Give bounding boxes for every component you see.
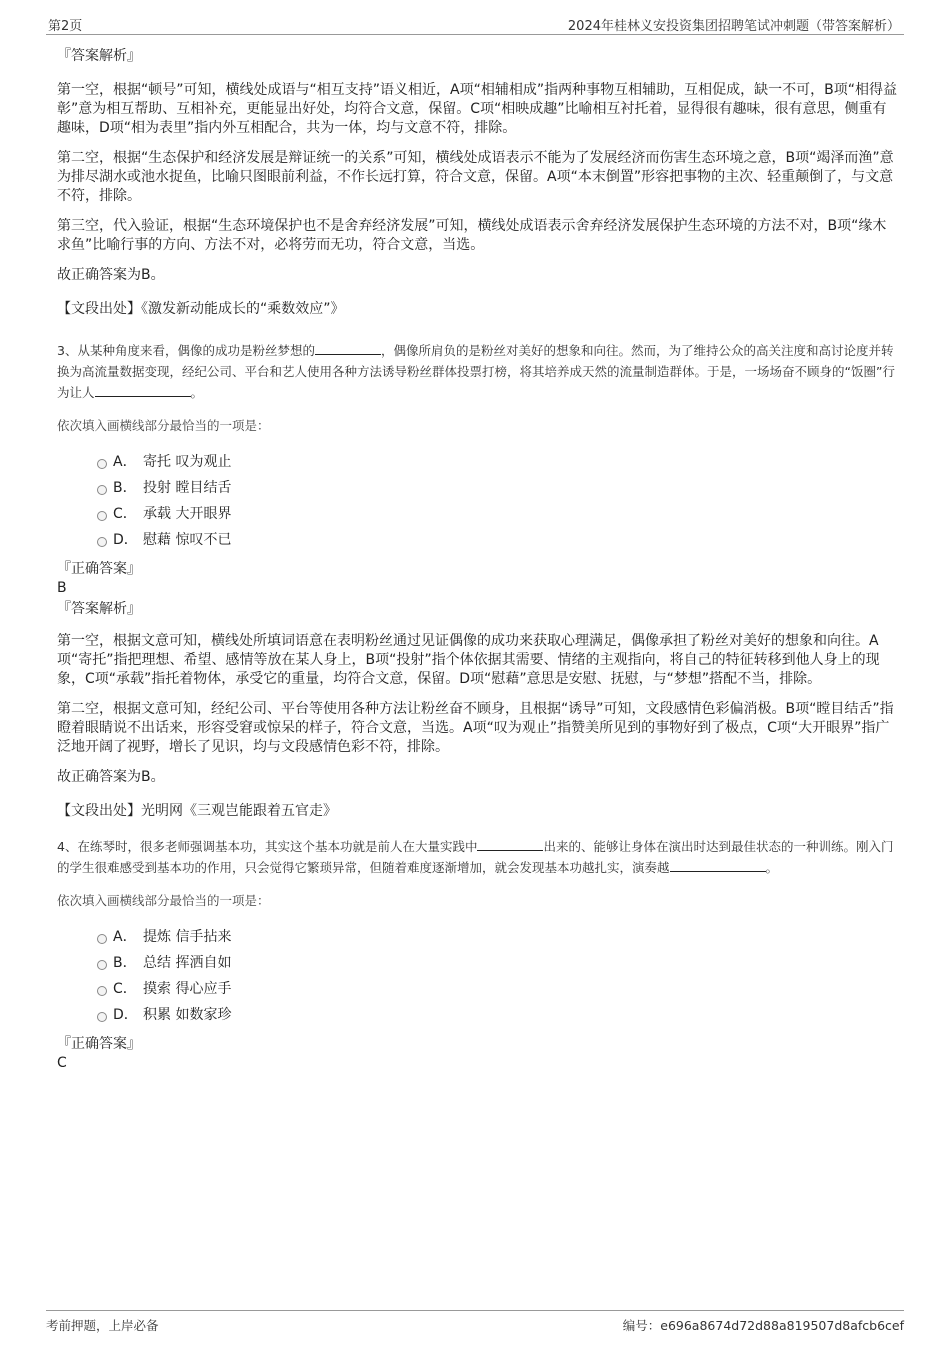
document-title: 2024年桂林义安投资集团招聘笔试冲刺题（带答案解析） bbox=[567, 19, 900, 34]
radio-icon[interactable] bbox=[97, 986, 107, 996]
radio-icon[interactable] bbox=[97, 459, 107, 469]
page-footer bbox=[46, 1310, 904, 1335]
correct-answer: C bbox=[57, 1055, 67, 1071]
radio-icon[interactable] bbox=[97, 960, 107, 970]
option-d[interactable]: D． 慰藉 惊叹不已 bbox=[57, 527, 897, 553]
q3-analysis-paragraph-1: 第一空，根据文意可知，横线处所填词语意在表明粉丝通过见证偶像的成功来获取心理满足，偶像承担了粉丝对美好的想象和向往。A项“寄托”指把理想、希望、感情等放在某人身上，B项“投射”指个体依据其需要、情绪的主观指向，将自己的特征转移到他人身上的现象，C项“承载”指托着物体，承受它的重量，均符合文意，保留。D项“慰藉”意思是安慰、抚慰，与“梦想”搭配不当，排除。 bbox=[57, 633, 880, 687]
page-number: 第2页 bbox=[48, 19, 83, 34]
analysis-paragraph-2: 第二空，根据“生态保护和经济发展是辩证统一的关系”可知，横线处成语表示不能为了发展经济而伤害生态环境之意，B项“竭泽而渔”意为排尽湖水或池水捉鱼，比喻只图眼前利益，不作长远打算，符合文意，保留。A项“本末倒置”形容把事物的主次、轻重颠倒了，与文意不符，排除。 bbox=[57, 150, 894, 204]
question-3-options bbox=[57, 449, 897, 553]
answer-blank bbox=[315, 342, 381, 355]
answer-blank bbox=[670, 859, 766, 872]
document-code: 编号：e696a8674d72d88a819507d8afcb6cef bbox=[622, 1318, 904, 1333]
option-d[interactable]: D． 积累 如数家珍 bbox=[57, 1002, 897, 1028]
question-4-stem: 4、在练琴时，很多老师强调基本功，其实这个基本功就是前人在大量实践中 出来的、能够让身体在演出时达到最佳状态的一种训练。刚入门的学生很难感受到基本功的作用，只会觉得它繁琐异常，但随着难度逐渐增加，就会发现基本功越扎实，演奏越 。 bbox=[57, 839, 894, 875]
source-citation: 【文段出处】《激发新动能成长的“乘数效应”》 bbox=[57, 301, 345, 317]
radio-icon[interactable] bbox=[97, 1012, 107, 1022]
q3-answer-conclusion: 故正确答案为B。 bbox=[57, 769, 165, 785]
question-3-stem: 3、从某种角度来看，偶像的成功是粉丝梦想的 ，偶像所肩负的是粉丝对美好的想象和向往。然而，为了维持公众的高关注度和高讨论度并转换为高流量数据变现，经纪公司、平台和艺人使用各种方法诱导粉丝群体投票打榜，将其培养成天然的流量制造群体。于是，一场场奋不顾身的“饭圈”行为让人 。 bbox=[57, 343, 895, 400]
page-header bbox=[46, 14, 904, 35]
page-content bbox=[57, 44, 897, 1072]
radio-icon[interactable] bbox=[97, 511, 107, 521]
analysis-paragraph-3: 第三空，代入验证，根据“生态环境保护也不是舍弃经济发展”可知，横线处成语表示舍弃经济发展保护生态环境的方法不对，B项“缘木求鱼”比喻行事的方向、方法不对，必将劳而无功，符合文意，当选。 bbox=[57, 218, 887, 253]
analysis-label: 『答案解析』 bbox=[57, 601, 141, 617]
answer-blank bbox=[477, 838, 543, 851]
correct-answer: B bbox=[57, 580, 67, 596]
radio-icon[interactable] bbox=[97, 537, 107, 547]
option-a[interactable]: A． 提炼 信手拈来 bbox=[57, 924, 897, 950]
question-4-prompt: 依次填入画横线部分最恰当的一项是： bbox=[57, 893, 270, 908]
footer-slogan: 考前押题，上岸必备 bbox=[46, 1318, 159, 1333]
question-3-prompt: 依次填入画横线部分最恰当的一项是： bbox=[57, 418, 270, 433]
correct-answer-label: 『正确答案』 bbox=[57, 1036, 141, 1052]
analysis-label: 『答案解析』 bbox=[57, 48, 141, 64]
q3-source-citation: 【文段出处】光明网《三观岂能跟着五官走》 bbox=[57, 803, 337, 819]
correct-answer-label: 『正确答案』 bbox=[57, 561, 141, 577]
option-b[interactable]: B． 投射 瞠目结舌 bbox=[57, 475, 897, 501]
option-c[interactable]: C． 摸索 得心应手 bbox=[57, 976, 897, 1002]
radio-icon[interactable] bbox=[97, 485, 107, 495]
answer-conclusion: 故正确答案为B。 bbox=[57, 267, 165, 283]
option-a[interactable]: A． 寄托 叹为观止 bbox=[57, 449, 897, 475]
radio-icon[interactable] bbox=[97, 934, 107, 944]
question-4-options bbox=[57, 924, 897, 1028]
q3-analysis-paragraph-2: 第二空，根据文意可知，经纪公司、平台等使用各种方法让粉丝奋不顾身，且根据“诱导”可知，文段感情色彩偏消极。B项“瞠目结舌”指瞪着眼睛说不出话来，形容受窘或惊呆的样子，符合文意，当选。A项“叹为观止”指赞美所见到的事物好到了极点，C项“大开眼界”指广泛地开阔了视野，增长了见识，均与文段感情色彩不符，排除。 bbox=[57, 701, 894, 755]
analysis-paragraph-1: 第一空，根据“顿号”可知，横线处成语与“相互支持”语义相近，A项“相辅相成”指两种事物互相辅助，互相促成，缺一不可，B项“相得益彰”意为相互帮助、互相补充，更能显出好处，均符合文意，保留。C项“相映成趣”比喻相互衬托着，显得很有趣味，很有意思，侧重有趣味，D项“相为表里”指内外互相配合，共为一体，均与文意不符，排除。 bbox=[57, 82, 897, 136]
answer-blank bbox=[95, 384, 191, 397]
option-c[interactable]: C． 承载 大开眼界 bbox=[57, 501, 897, 527]
option-b[interactable]: B． 总结 挥洒自如 bbox=[57, 950, 897, 976]
